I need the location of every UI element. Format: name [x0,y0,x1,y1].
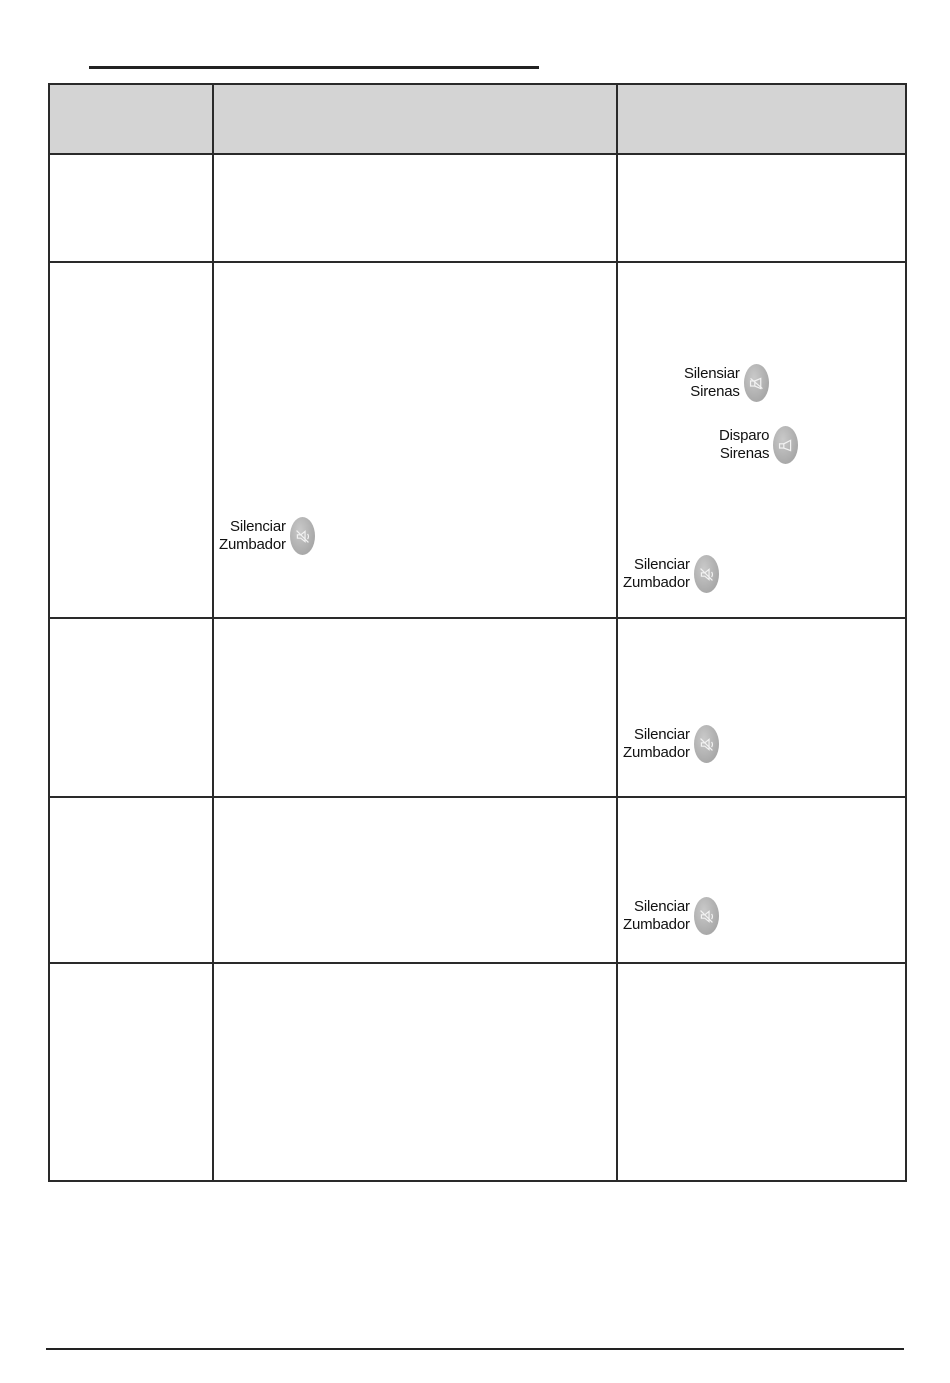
table-cell [617,963,906,1181]
table-cell [213,618,617,797]
table-cell [49,618,213,797]
key-label: Silenciar Zumbador [219,518,286,553]
table-row [49,154,906,262]
table-cell [49,154,213,262]
silenciar-zumbador-key[interactable] [623,897,719,935]
siren-mute-icon[interactable] [744,364,769,402]
key-label: Silenciar Zumbador [623,556,690,591]
table-header-row [49,84,906,154]
header-cell-3 [617,84,906,154]
silenciar-zumbador-key[interactable] [219,517,315,555]
table-cell [213,262,617,618]
title-underline [89,66,539,69]
table-row [49,618,906,797]
table-cell [617,262,906,618]
table-cell [617,797,906,963]
footer-rule [46,1348,904,1350]
table-cell [213,963,617,1181]
key-label: Disparo Sirenas [719,427,770,462]
disparo-sirenas-key[interactable] [719,426,798,464]
table-cell [617,154,906,262]
key-label: Silenciar Zumbador [623,898,690,933]
key-label: Silenciar Zumbador [623,726,690,761]
siren-trigger-icon[interactable] [773,426,798,464]
header-cell-1 [49,84,213,154]
buzzer-mute-icon[interactable] [694,555,719,593]
header-cell-2 [213,84,617,154]
buzzer-mute-icon[interactable] [694,897,719,935]
table-cell [617,618,906,797]
table-cell [213,797,617,963]
panel-operations-table [48,83,907,1182]
buzzer-mute-icon[interactable] [694,725,719,763]
silenciar-zumbador-key[interactable] [623,555,719,593]
table-row [49,262,906,618]
silensiar-sirenas-key[interactable] [684,364,769,402]
table-row [49,963,906,1181]
table-cell [49,262,213,618]
table-cell [49,963,213,1181]
table-row [49,797,906,963]
buzzer-mute-icon[interactable] [290,517,315,555]
silenciar-zumbador-key[interactable] [623,725,719,763]
table-cell [49,797,213,963]
key-label: Silensiar Sirenas [684,365,740,400]
table-cell [213,154,617,262]
